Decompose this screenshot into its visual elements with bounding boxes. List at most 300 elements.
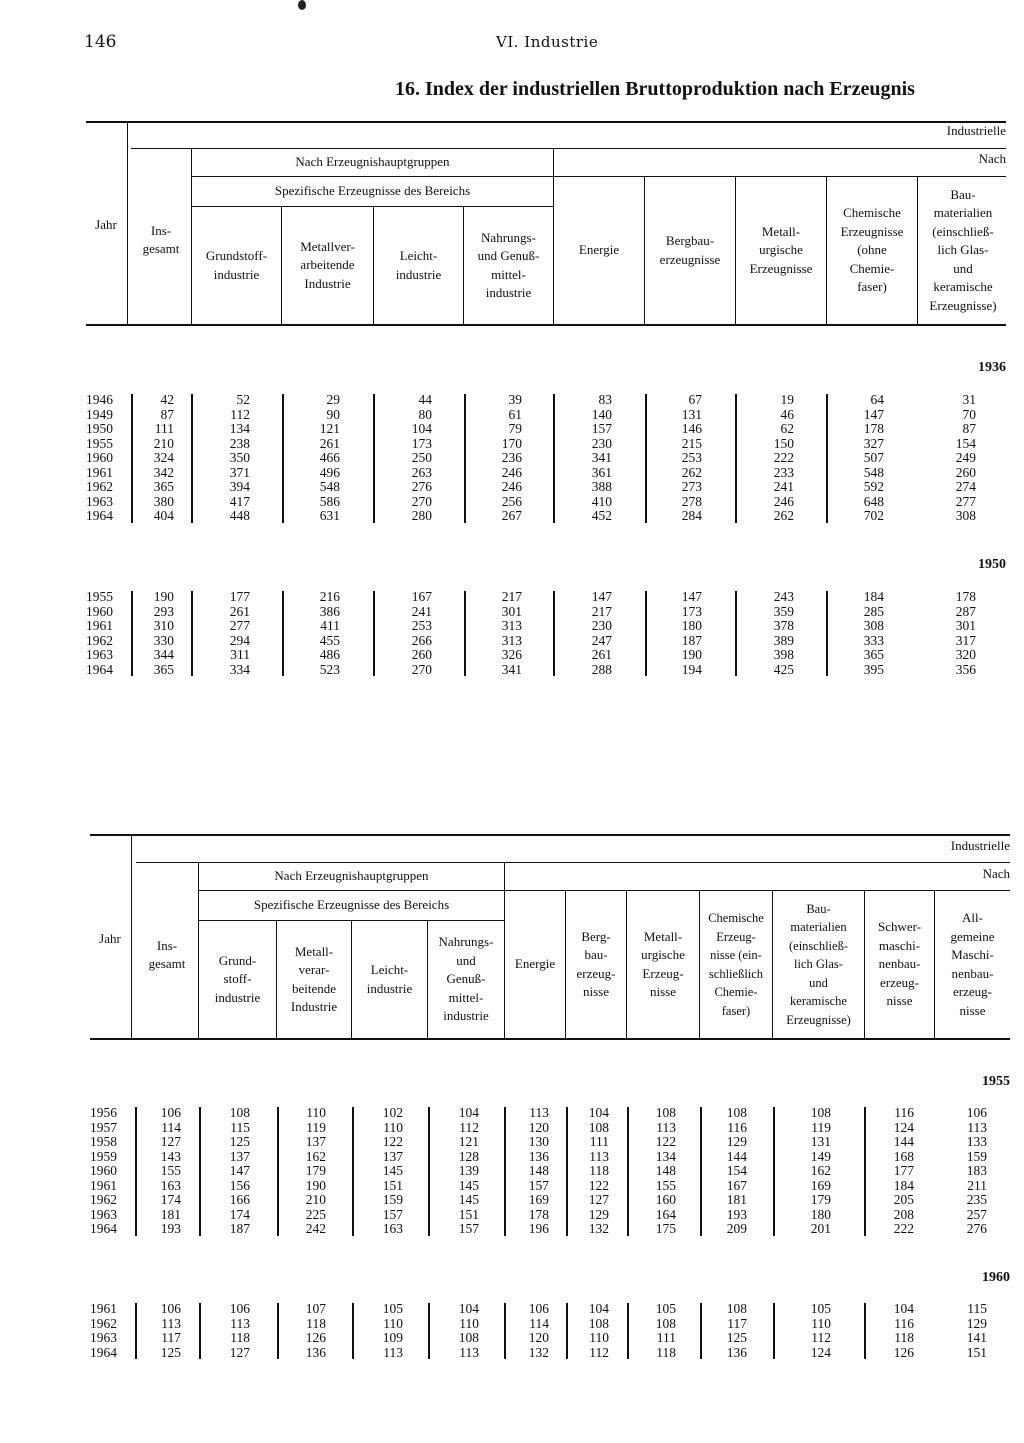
- value-cell: 276: [966, 1221, 987, 1236]
- year-cell: 1960: [86, 450, 113, 465]
- value-cell: 114: [161, 1119, 181, 1135]
- value-cell: 169: [810, 1177, 831, 1193]
- value-cell: 285: [863, 603, 884, 619]
- value-cell: 365: [153, 661, 174, 677]
- value-cell: 113: [383, 1344, 403, 1360]
- value-column: [462, 590, 522, 677]
- column-separator: [627, 1107, 629, 1236]
- table1-col-header: Grundstoff- industrie: [205, 248, 268, 282]
- value-column: [280, 393, 340, 524]
- value-cell: 278: [681, 493, 702, 509]
- table2-spec-label: Spezifische Erzeugnisse des Bereichs: [253, 896, 450, 912]
- column-separator: [826, 591, 828, 676]
- value-cell: 249: [955, 450, 976, 465]
- value-cell: 261: [229, 603, 250, 619]
- value-cell: 106: [528, 1301, 549, 1316]
- value-cell: 119: [306, 1119, 326, 1135]
- value-cell: 260: [411, 647, 432, 662]
- value-cell: 222: [773, 450, 794, 465]
- value-cell: 147: [681, 589, 702, 604]
- value-cell: 208: [893, 1206, 914, 1222]
- table2-col-header: Metall- verar- beitende Industrie: [290, 943, 338, 1014]
- value-cell: 631: [319, 508, 340, 523]
- column-separator: [199, 1107, 201, 1236]
- column-separator: [277, 1107, 279, 1236]
- column-separator: [282, 394, 284, 523]
- value-cell: 108: [810, 1105, 831, 1120]
- value-cell: 394: [229, 479, 250, 494]
- value-cell: 190: [681, 647, 702, 662]
- value-cell: 190: [305, 1177, 326, 1193]
- value-cell: 205: [893, 1192, 914, 1207]
- value-cell: 410: [591, 493, 612, 509]
- value-column: [642, 393, 702, 524]
- column-separator: [864, 1303, 866, 1359]
- value-cell: 320: [955, 647, 976, 662]
- column-separator: [282, 591, 284, 676]
- value-cell: 274: [955, 479, 976, 494]
- value-column: [854, 1302, 914, 1360]
- value-cell: 112: [459, 1119, 479, 1135]
- value-cell: 173: [411, 435, 432, 451]
- value-cell: 180: [681, 618, 702, 633]
- column-separator: [553, 394, 555, 523]
- value-cell: 105: [655, 1301, 676, 1316]
- value-cell: 122: [382, 1134, 403, 1149]
- value-cell: 256: [501, 493, 522, 509]
- value-column: [916, 590, 976, 677]
- value-cell: 127: [160, 1134, 181, 1149]
- value-cell: 174: [229, 1206, 250, 1222]
- section-title: VI. Industrie: [496, 33, 599, 51]
- value-cell: 404: [153, 508, 174, 523]
- value-cell: 359: [773, 603, 794, 619]
- value-cell: 110: [589, 1330, 609, 1345]
- value-cell: 108: [655, 1315, 676, 1331]
- value-cell: 148: [655, 1163, 676, 1178]
- value-cell: 136: [305, 1344, 326, 1360]
- value-cell: 187: [229, 1221, 250, 1236]
- column-separator: [504, 1107, 506, 1236]
- value-cell: 118: [589, 1163, 609, 1178]
- column-separator: [352, 1303, 354, 1359]
- value-cell: 175: [655, 1221, 676, 1236]
- table2-base-year: 1960: [982, 1270, 1010, 1285]
- year-cell: 1956: [90, 1105, 117, 1120]
- value-cell: 29: [326, 392, 340, 407]
- value-cell: 108: [726, 1105, 747, 1120]
- value-cell: 389: [773, 632, 794, 648]
- value-cell: 378: [773, 618, 794, 633]
- value-column: [642, 590, 702, 677]
- value-cell: 140: [591, 406, 612, 422]
- value-cell: 260: [955, 464, 976, 480]
- table1-col-header: Nahrungs- und Genuß- mittel- industrie: [477, 229, 540, 300]
- value-cell: 112: [811, 1330, 831, 1345]
- value-cell: 455: [319, 632, 340, 648]
- value-cell: 287: [955, 603, 976, 619]
- value-cell: 150: [773, 435, 794, 451]
- value-cell: 114: [529, 1315, 549, 1331]
- value-cell: 159: [382, 1192, 403, 1207]
- value-cell: 284: [681, 508, 702, 523]
- value-cell: 102: [382, 1105, 403, 1120]
- value-cell: 111: [656, 1330, 676, 1345]
- value-cell: 215: [681, 435, 702, 451]
- value-column: [771, 1106, 831, 1237]
- value-cell: 247: [591, 632, 612, 648]
- value-cell: 257: [966, 1206, 987, 1222]
- table2-jahr-header: Jahr: [99, 930, 121, 946]
- column-separator: [428, 1303, 430, 1359]
- value-cell: 301: [955, 618, 976, 633]
- value-cell: 125: [229, 1134, 250, 1149]
- table2-header-bottom-rule: [90, 1038, 1010, 1040]
- column-separator: [773, 1303, 775, 1359]
- value-cell: 128: [458, 1148, 479, 1164]
- value-column: [854, 1106, 914, 1237]
- year-cell: 1964: [90, 1221, 117, 1236]
- value-cell: 230: [591, 618, 612, 633]
- value-cell: 523: [319, 661, 340, 677]
- year-cell: 1950: [86, 421, 113, 436]
- value-cell: 210: [153, 435, 174, 451]
- value-column: [552, 393, 612, 524]
- value-cell: 592: [863, 479, 884, 494]
- value-cell: 178: [528, 1206, 549, 1222]
- value-cell: 246: [773, 493, 794, 509]
- value-cell: 169: [528, 1192, 549, 1207]
- value-cell: 371: [229, 464, 250, 480]
- value-cell: 241: [773, 479, 794, 494]
- value-cell: 104: [588, 1105, 609, 1120]
- column-separator: [735, 591, 737, 676]
- value-cell: 163: [160, 1177, 181, 1193]
- value-cell: 222: [893, 1221, 914, 1236]
- value-column: [687, 1302, 747, 1360]
- value-cell: 126: [305, 1330, 326, 1345]
- value-cell: 122: [655, 1134, 676, 1149]
- value-column: [372, 590, 432, 677]
- value-cell: 263: [411, 464, 432, 480]
- table2-group-label: Nach Erzeugnishauptgruppen: [274, 867, 429, 883]
- value-cell: 112: [230, 406, 250, 422]
- year-cell: 1949: [86, 406, 113, 422]
- year-cell: 1961: [90, 1301, 117, 1316]
- value-cell: 157: [458, 1221, 479, 1236]
- year-cell: 1964: [86, 661, 113, 677]
- value-cell: 341: [591, 450, 612, 465]
- value-cell: 139: [458, 1163, 479, 1178]
- column-separator: [566, 1303, 568, 1359]
- value-cell: 308: [955, 508, 976, 523]
- year-cell: 1961: [86, 618, 113, 633]
- value-cell: 79: [508, 421, 522, 436]
- year-cell: 1962: [86, 632, 113, 648]
- value-cell: 108: [655, 1105, 676, 1120]
- value-cell: 46: [780, 406, 794, 422]
- value-column: [824, 590, 884, 677]
- value-cell: 67: [688, 392, 702, 407]
- value-column: [687, 1106, 747, 1237]
- value-cell: 90: [326, 406, 340, 422]
- value-cell: 141: [966, 1330, 987, 1345]
- value-cell: 365: [153, 479, 174, 494]
- value-cell: 201: [810, 1221, 831, 1236]
- value-cell: 159: [966, 1148, 987, 1164]
- value-cell: 241: [411, 603, 432, 619]
- value-column: [121, 1302, 181, 1360]
- value-cell: 356: [955, 661, 976, 677]
- table2-hline: [136, 862, 1010, 863]
- value-cell: 333: [863, 632, 884, 648]
- table1-hline: [192, 176, 1006, 177]
- table2-col-header: Energie: [514, 956, 556, 972]
- value-cell: 181: [726, 1192, 747, 1207]
- year-cell: 1963: [86, 647, 113, 662]
- value-cell: 327: [863, 435, 884, 451]
- value-cell: 134: [229, 421, 250, 436]
- value-column: [266, 1302, 326, 1360]
- value-cell: 411: [320, 618, 340, 633]
- table1-col-header: Metall- urgische Erzeugnisse: [749, 223, 813, 276]
- value-cell: 121: [458, 1134, 479, 1149]
- year-cell: 1961: [86, 464, 113, 480]
- column-separator: [191, 394, 193, 523]
- value-cell: 253: [681, 450, 702, 465]
- value-cell: 118: [230, 1330, 250, 1345]
- value-cell: 193: [160, 1221, 181, 1236]
- value-column: [114, 393, 174, 524]
- value-column: [114, 590, 174, 677]
- value-cell: 124: [810, 1344, 831, 1360]
- value-cell: 118: [306, 1315, 326, 1331]
- table2-col-header: Chemische Erzeug- nisse (ein- schließlich Chemie- faser): [708, 911, 764, 1018]
- value-cell: 267: [501, 508, 522, 523]
- value-column: [916, 393, 976, 524]
- table2-col-header: Bau- materialien (einschließ- lich Glas- und keramische Erzeugnisse): [786, 901, 851, 1027]
- value-cell: 120: [528, 1330, 549, 1345]
- value-cell: 507: [863, 450, 884, 465]
- value-cell: 131: [810, 1134, 831, 1149]
- value-cell: 177: [893, 1163, 914, 1178]
- value-cell: 184: [893, 1177, 914, 1193]
- column-separator: [645, 591, 647, 676]
- value-cell: 144: [726, 1148, 747, 1164]
- value-cell: 121: [319, 421, 340, 436]
- table2-vline: [131, 836, 132, 1038]
- value-cell: 310: [153, 618, 174, 633]
- value-column: [734, 393, 794, 524]
- value-cell: 117: [161, 1330, 181, 1345]
- value-cell: 133: [966, 1134, 987, 1149]
- table2-col-header: Metall- urgische Erzeug- nisse: [641, 928, 685, 999]
- value-cell: 330: [153, 632, 174, 648]
- value-cell: 106: [966, 1105, 987, 1120]
- value-cell: 194: [681, 661, 702, 677]
- value-cell: 110: [306, 1105, 326, 1120]
- table2-hline: [199, 890, 1010, 891]
- value-cell: 242: [305, 1221, 326, 1236]
- table2-col-header: Leicht- industrie: [366, 962, 413, 996]
- value-column: [734, 590, 794, 677]
- column-separator: [735, 394, 737, 523]
- column-separator: [645, 394, 647, 523]
- value-cell: 132: [588, 1221, 609, 1236]
- value-cell: 216: [319, 589, 340, 604]
- year-cell: 1964: [86, 508, 113, 523]
- value-cell: 108: [726, 1301, 747, 1316]
- column-separator: [700, 1303, 702, 1359]
- value-cell: 110: [811, 1315, 831, 1331]
- value-cell: 243: [773, 589, 794, 604]
- year-cell: 1946: [86, 392, 113, 407]
- value-cell: 702: [863, 508, 884, 523]
- table1-vline: [127, 123, 128, 324]
- value-column: [280, 590, 340, 677]
- value-cell: 398: [773, 647, 794, 662]
- year-cell: 1962: [90, 1315, 117, 1331]
- value-cell: 106: [160, 1105, 181, 1120]
- year-cell: 1963: [86, 493, 113, 509]
- value-cell: 127: [229, 1344, 250, 1360]
- table1-hline: [131, 148, 1006, 149]
- value-cell: 44: [418, 392, 432, 407]
- value-cell: 116: [894, 1315, 914, 1331]
- value-cell: 217: [591, 603, 612, 619]
- value-cell: 162: [305, 1148, 326, 1164]
- value-cell: 125: [726, 1330, 747, 1345]
- value-cell: 486: [319, 647, 340, 662]
- value-cell: 154: [726, 1163, 747, 1178]
- table1-base-year: 1950: [978, 557, 1006, 572]
- value-cell: 266: [411, 632, 432, 648]
- value-cell: 112: [589, 1344, 609, 1360]
- value-cell: 125: [160, 1344, 181, 1360]
- ink-speck: [298, 0, 306, 10]
- value-cell: 211: [967, 1177, 987, 1193]
- value-cell: 174: [160, 1192, 181, 1207]
- value-cell: 52: [236, 392, 250, 407]
- value-cell: 276: [411, 479, 432, 494]
- value-cell: 548: [319, 479, 340, 494]
- value-cell: 173: [681, 603, 702, 619]
- value-cell: 117: [727, 1315, 747, 1331]
- value-cell: 113: [529, 1105, 549, 1120]
- table2-col-header: Grund- stoff- industrie: [214, 952, 261, 1005]
- value-cell: 317: [955, 632, 976, 648]
- value-column: [616, 1106, 676, 1237]
- value-cell: 209: [726, 1221, 747, 1236]
- value-column: [927, 1106, 987, 1237]
- table2-col-header: All- gemeine Maschi- nenbau- erzeug- nisse: [950, 910, 995, 1018]
- value-cell: 107: [305, 1301, 326, 1316]
- value-cell: 277: [229, 618, 250, 633]
- column-separator: [131, 394, 133, 523]
- value-cell: 126: [893, 1344, 914, 1360]
- value-cell: 167: [726, 1177, 747, 1193]
- table1-col-header: Energie: [578, 242, 620, 258]
- value-cell: 106: [160, 1301, 181, 1316]
- value-cell: 116: [894, 1105, 914, 1120]
- value-column: [489, 1106, 549, 1237]
- value-cell: 250: [411, 450, 432, 465]
- value-cell: 157: [591, 421, 612, 436]
- value-cell: 301: [501, 603, 522, 619]
- value-cell: 277: [955, 493, 976, 509]
- value-column: [190, 590, 250, 677]
- value-cell: 105: [382, 1301, 403, 1316]
- year-cell: 1962: [86, 479, 113, 494]
- value-cell: 145: [382, 1163, 403, 1178]
- value-cell: 108: [588, 1315, 609, 1331]
- value-cell: 342: [153, 464, 174, 480]
- value-column: [266, 1106, 326, 1237]
- value-cell: 111: [589, 1134, 609, 1149]
- value-cell: 350: [229, 450, 250, 465]
- value-cell: 104: [893, 1301, 914, 1316]
- value-column: [190, 393, 250, 524]
- value-cell: 235: [966, 1192, 987, 1207]
- value-column: [121, 1106, 181, 1237]
- value-cell: 129: [588, 1206, 609, 1222]
- value-cell: 131: [681, 406, 702, 422]
- table1-col-header: Bergbau- erzeugnisse: [659, 233, 721, 267]
- value-cell: 151: [382, 1177, 403, 1193]
- value-cell: 193: [726, 1206, 747, 1222]
- column-separator: [864, 1107, 866, 1236]
- year-cell: 1959: [90, 1148, 117, 1164]
- table1-col-header: Bau- materialien (einschließ- lich Glas- und keramische Erzeugnisse): [929, 186, 997, 313]
- value-cell: 294: [229, 632, 250, 648]
- value-cell: 144: [893, 1134, 914, 1149]
- value-cell: 341: [501, 661, 522, 677]
- value-cell: 64: [870, 392, 884, 407]
- value-cell: 42: [160, 392, 174, 407]
- table1-insgesamt-header: Ins- gesamt: [142, 222, 180, 256]
- table2-col-header: Schwer- maschi- nenbau- erzeug- nisse: [877, 919, 922, 1009]
- table2-insgesamt-header: Ins- gesamt: [148, 937, 186, 971]
- value-cell: 124: [893, 1119, 914, 1135]
- value-cell: 163: [382, 1221, 403, 1236]
- value-cell: 130: [528, 1134, 549, 1149]
- value-cell: 31: [962, 392, 976, 407]
- value-cell: 253: [411, 618, 432, 633]
- value-cell: 119: [811, 1119, 831, 1135]
- year-cell: 1961: [90, 1177, 117, 1193]
- value-cell: 132: [528, 1344, 549, 1360]
- value-cell: 178: [955, 589, 976, 604]
- value-cell: 280: [411, 508, 432, 523]
- value-column: [549, 1106, 609, 1237]
- value-cell: 136: [726, 1344, 747, 1360]
- table1-jahr-header: Jahr: [95, 216, 117, 232]
- value-cell: 225: [305, 1206, 326, 1222]
- value-cell: 196: [528, 1221, 549, 1236]
- column-separator: [135, 1107, 137, 1236]
- year-cell: 1960: [90, 1163, 117, 1178]
- value-cell: 334: [229, 661, 250, 677]
- value-cell: 324: [153, 450, 174, 465]
- page-title: 16. Index der industriellen Bruttoproduktion nach Erzeugnis: [395, 78, 915, 100]
- value-cell: 395: [863, 661, 884, 677]
- value-cell: 109: [382, 1330, 403, 1345]
- value-cell: 261: [591, 647, 612, 662]
- table2-col-header: Berg- bau- erzeug- nisse: [576, 928, 616, 999]
- value-cell: 113: [656, 1119, 676, 1135]
- value-cell: 326: [501, 647, 522, 662]
- value-cell: 80: [418, 406, 432, 422]
